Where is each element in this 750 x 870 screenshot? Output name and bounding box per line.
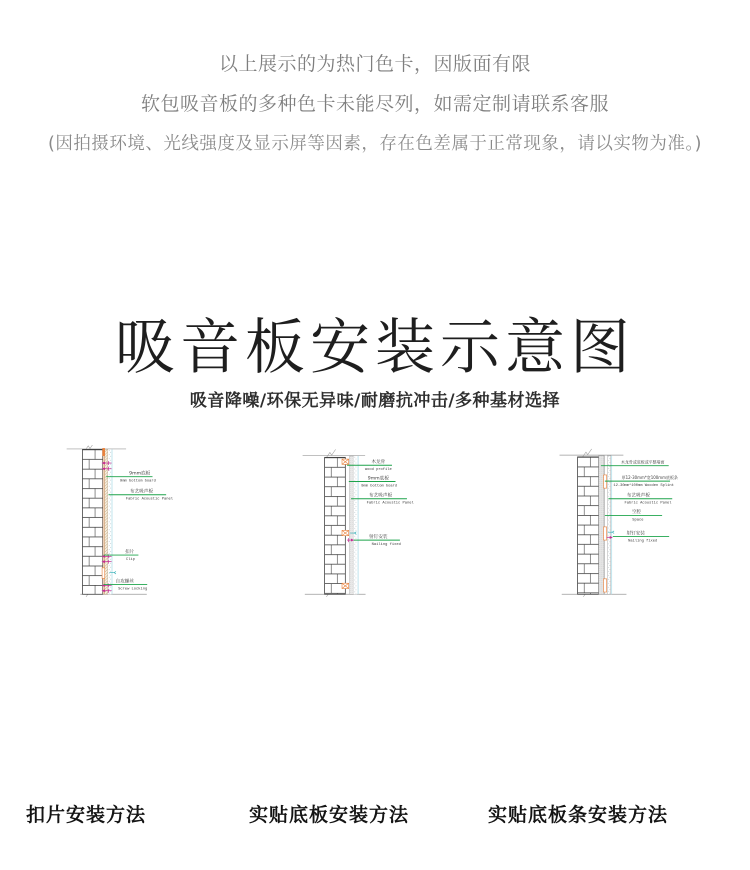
label-screw-en: Screw Locking (118, 587, 148, 592)
brick-wall (578, 457, 599, 594)
label-fabric-panel-zh: 布艺吸声板 (369, 493, 393, 499)
batten (102, 568, 105, 579)
bottom-board-layer (105, 449, 108, 594)
label-space-en: Space (632, 518, 644, 523)
label-splint-en: 12-30mm*100mm Wooden Splint (613, 483, 674, 488)
diagram-board (230, 445, 480, 795)
label-screw-zh: 自攻螺丝 (115, 579, 134, 585)
caption-splint: 实贴底板条安装方法 (487, 804, 669, 826)
diagram-splint (480, 445, 750, 795)
leader-splint (605, 475, 678, 488)
caption-board: 实贴底板安装方法 (248, 804, 410, 826)
base-board-layer (599, 456, 604, 595)
label-splint-zh: 厚12-30mm*宽100mm底板条 (621, 474, 678, 480)
label-bottom-board-zh: 9mm底板 (367, 476, 389, 482)
break-mark (582, 449, 592, 458)
wood-keel-box (342, 583, 349, 588)
fabric-panel-layer (608, 456, 611, 595)
label-nailing-en: Nailing fixed (628, 539, 658, 544)
break-mark (326, 449, 336, 458)
label-bottom-board-zh: 9mm底板 (129, 471, 151, 477)
label-fabric-panel-zh: 布艺吸声板 (129, 489, 154, 495)
batten (604, 527, 607, 540)
leader-fabric-panel (108, 488, 173, 502)
leader-fabric-panel (351, 492, 414, 506)
label-nailing-zh: 射钉安装 (626, 531, 645, 537)
page-subtitle: 吸音降噪/环保无异味/耐磨抗冲击/多种基材选择 (189, 391, 561, 411)
caption-clip: 扣片安装方法 (25, 804, 147, 826)
label-fabric-panel-zh: 布艺吸声板 (626, 493, 650, 499)
leader-space (605, 508, 662, 522)
label-nailing-zh: 射钉安装 (369, 534, 388, 540)
wood-keel-box (342, 459, 349, 464)
label-fabric-panel-en: Fabric Acoustic Panel (624, 501, 672, 506)
label-wood-profile-en: wood profile (364, 468, 392, 473)
label-wood-profile-zh: 木龙骨 (371, 460, 386, 466)
label-nailing-en: Nailing fixed (371, 542, 401, 547)
label-clip-zh: 扣片 (124, 549, 135, 555)
label-base-surface-zh: 木龙骨或底板或平整墙面 (620, 459, 665, 465)
leader-base-surface (601, 459, 669, 465)
label-bottom-board-en: 9mm bottom board (361, 484, 398, 489)
diagram-clip (0, 445, 235, 795)
bottom-board-layer (350, 456, 354, 594)
label-space-zh: 空腔 (631, 510, 642, 516)
leader-nailing (613, 529, 669, 543)
intro-line-2: 软包吸音板的多种色卡未能尽列，如需定制请联系客服 (140, 93, 609, 115)
label-bottom-board-en: 9mm bottom board (120, 479, 156, 484)
fabric-panel-layer (354, 456, 358, 594)
label-fabric-panel-en: Fabric Acoustic Panel (366, 501, 414, 506)
page-title: 吸音板安装示意图 (115, 313, 635, 383)
wood-keel-box (342, 530, 349, 535)
intro-line-3: (因拍摄环境、光线强度及显示屏等因素，存在色差属于正常现象，请以实物为准。) (48, 134, 702, 154)
intro-line-1: 以上展示的为热门色卡，因版面有限 (218, 53, 531, 75)
keel-block (102, 448, 105, 456)
brick-wall (83, 449, 103, 594)
brick-wall (325, 457, 346, 594)
leader-bottom-board (106, 469, 156, 483)
batten (604, 579, 607, 592)
label-fabric-panel-en: Fabric Acoustic Panel (125, 497, 173, 502)
leader-fabric-panel (608, 492, 672, 506)
label-clip-en: Clip (126, 557, 135, 562)
leader-nailing (354, 533, 401, 547)
